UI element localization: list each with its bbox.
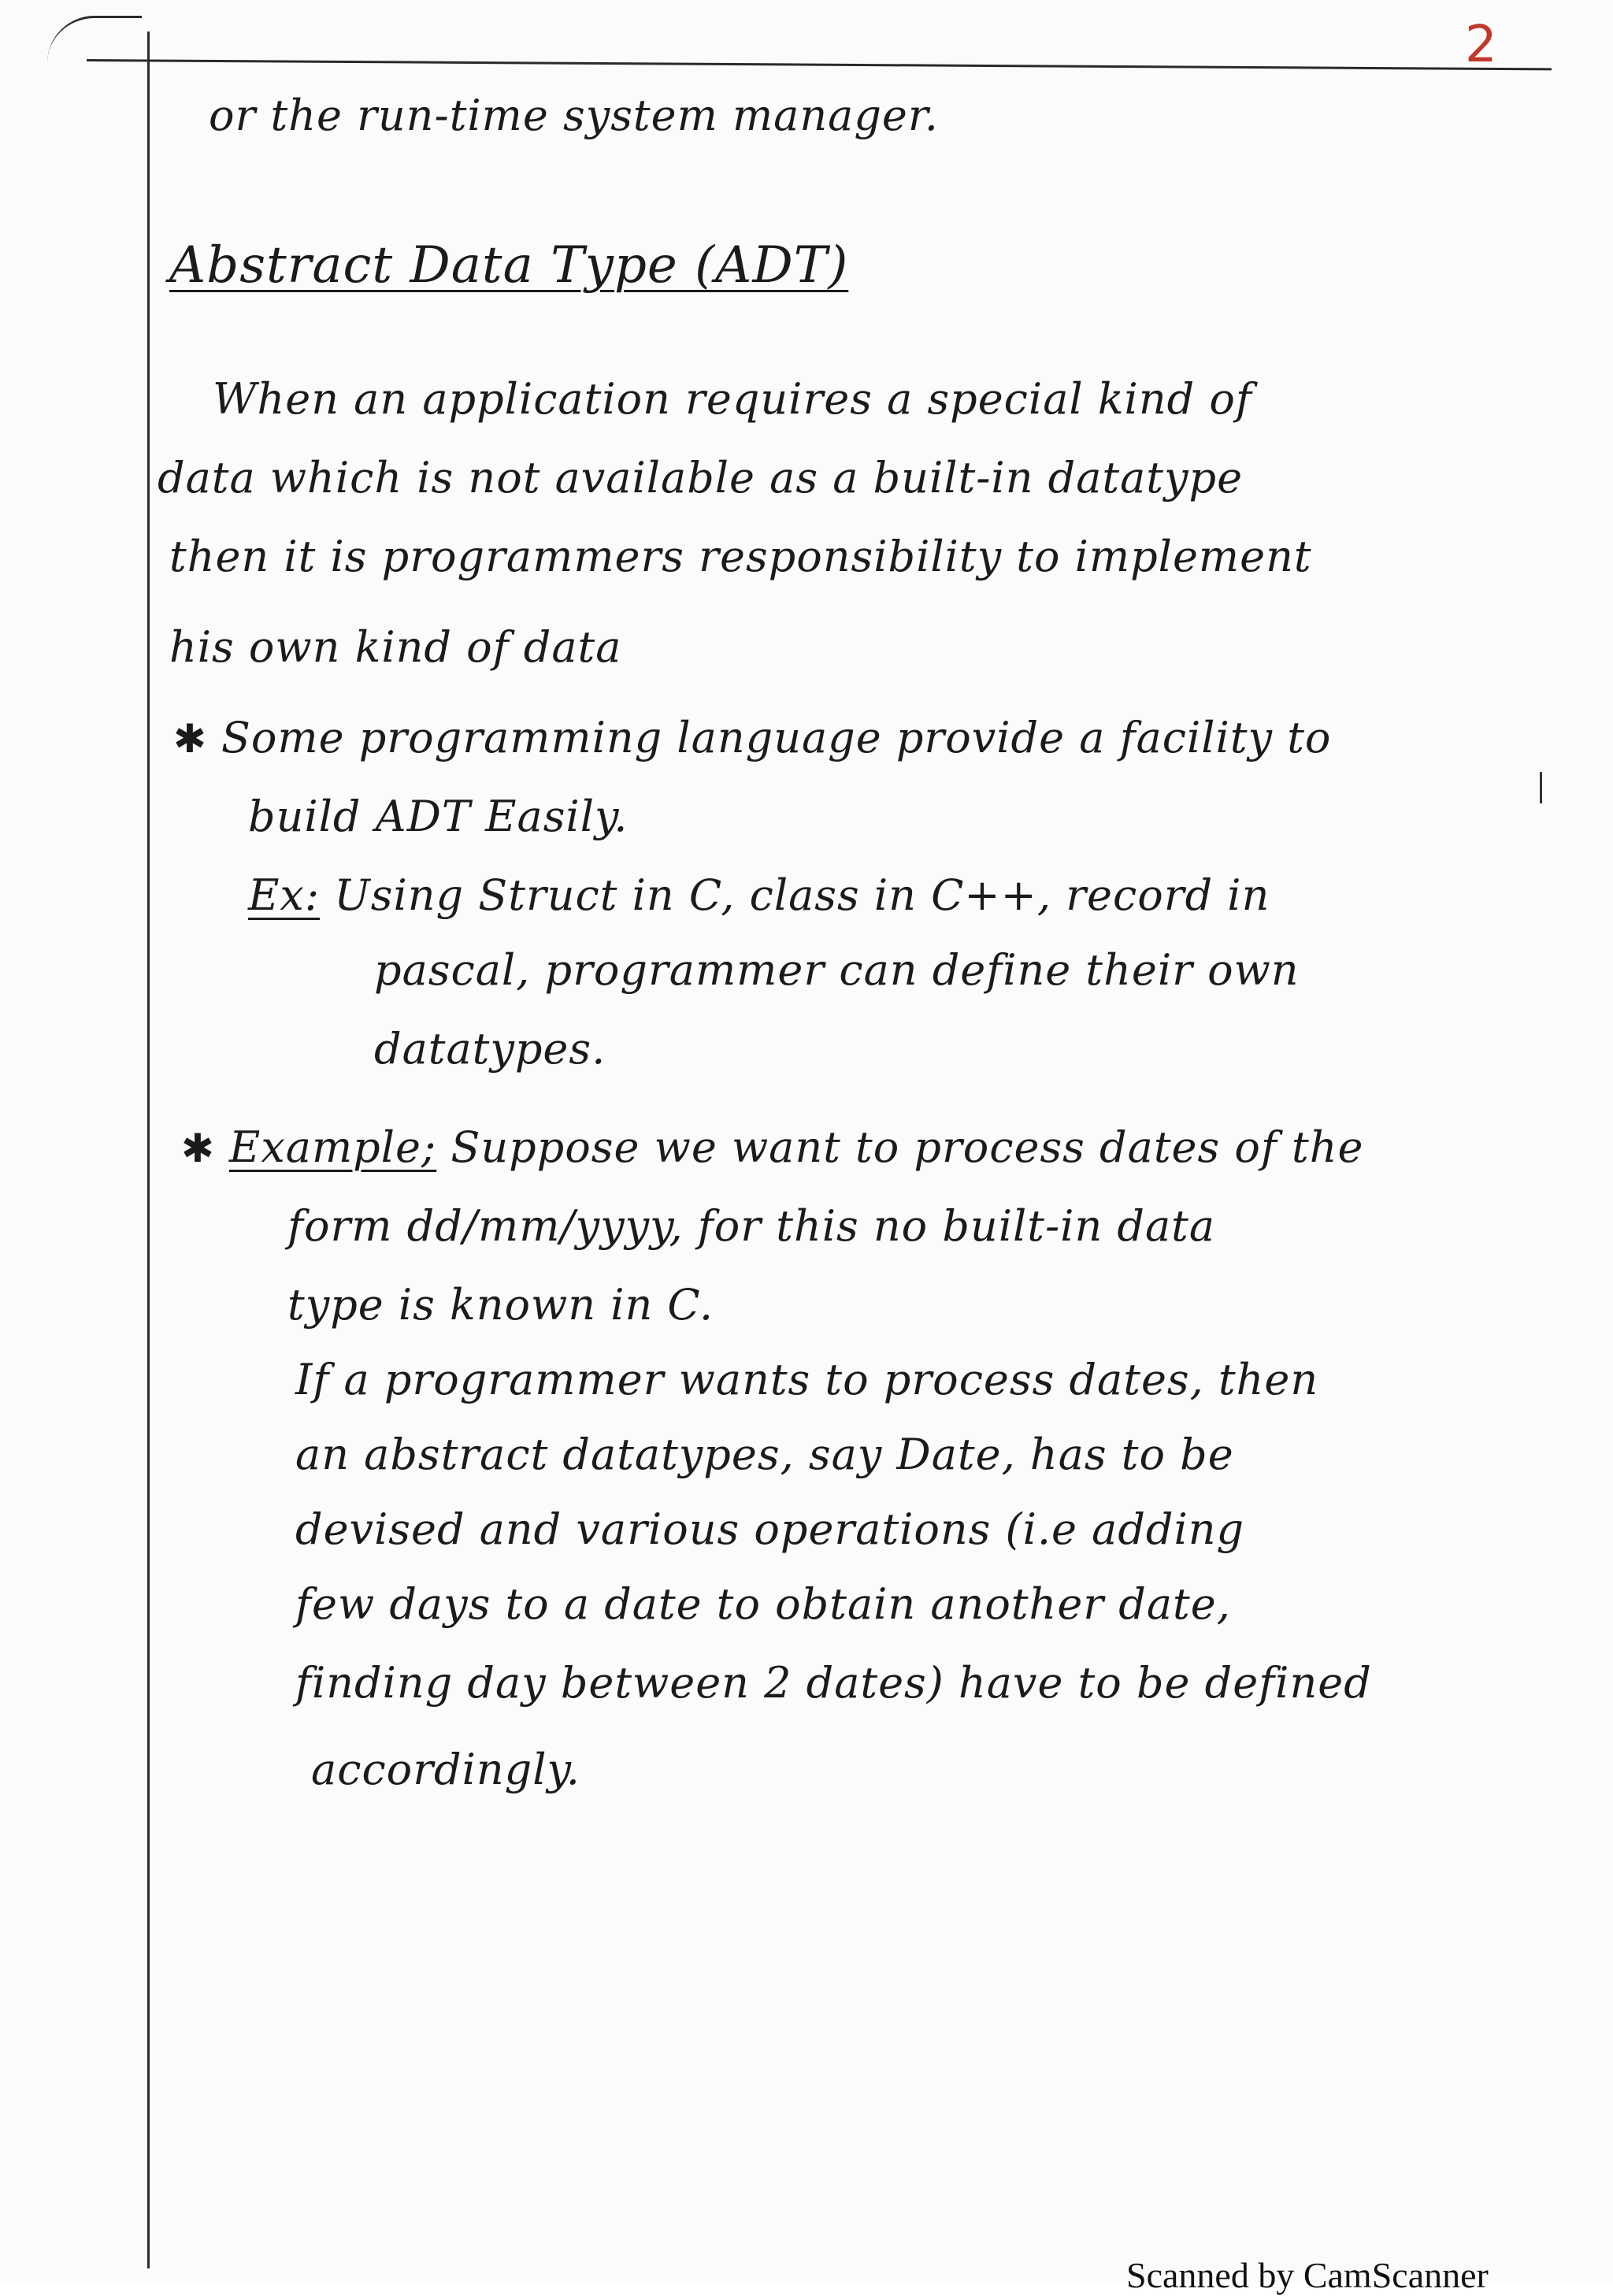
example-line-3: datatypes. [374,1024,606,1074]
page-number: 2 [1465,16,1497,74]
example-line-2: pascal, programmer can define their own [374,945,1300,995]
bullet-item-2-label: Example; [228,1122,437,1172]
paragraph-line-4: his own kind of data [169,622,622,672]
bullet-item-2-line-2: form dd/mm/yyyy, for this no built-in data [287,1201,1216,1251]
continued-text-line: or the run-time system manager. [209,91,939,140]
bullet-item-2-line-3: type is known in C. [287,1280,714,1330]
bullet-item-2-line-8: finding day between 2 dates) have to be defined [295,1658,1372,1708]
bullet-item-1 [173,713,1331,762]
bullet-item-1-cont: build ADT Easily. [248,792,629,841]
bullet-item-2-text: Suppose we want to process dates of the [451,1122,1364,1172]
bullet-item-2-line-5: an abstract datatypes, say Date, has to be [295,1430,1234,1479]
bullet-star-icon: ✱ [173,716,207,762]
paragraph-line-1: When an application requires a special kind of [213,374,1252,424]
bullet-item-2-line-6: devised and various operations (i.e adding [295,1504,1245,1554]
page-corner-curve [47,16,142,81]
bullet-item-2-line-4: If a programmer wants to process dates, then [295,1355,1319,1404]
bullet-item-2-line-9: accordingly. [311,1745,580,1794]
left-margin-rule [147,32,150,2268]
paragraph-line-3: then it is programmers responsibility to implement [169,532,1312,581]
bullet-star-icon: ✱ [181,1126,215,1171]
header-rule [87,59,1552,70]
scanner-watermark: Scanned by CamScanner [1126,2255,1489,2295]
example-line-1-text: Using Struct in C, class in C++, record in [334,870,1270,920]
example-line-1 [248,870,1270,920]
margin-tick-mark [1540,772,1542,803]
bullet-item-2 [181,1122,1363,1172]
bullet-item-1-text: Some programming language provide a facility to [221,713,1332,762]
section-heading: Abstract Data Type (ADT) [169,236,849,295]
bullet-item-2-line-7: few days to a date to obtain another date, [295,1579,1231,1629]
example-label: Ex: [248,870,321,920]
paragraph-line-2: data which is not available as a built-in datatype [158,453,1244,503]
